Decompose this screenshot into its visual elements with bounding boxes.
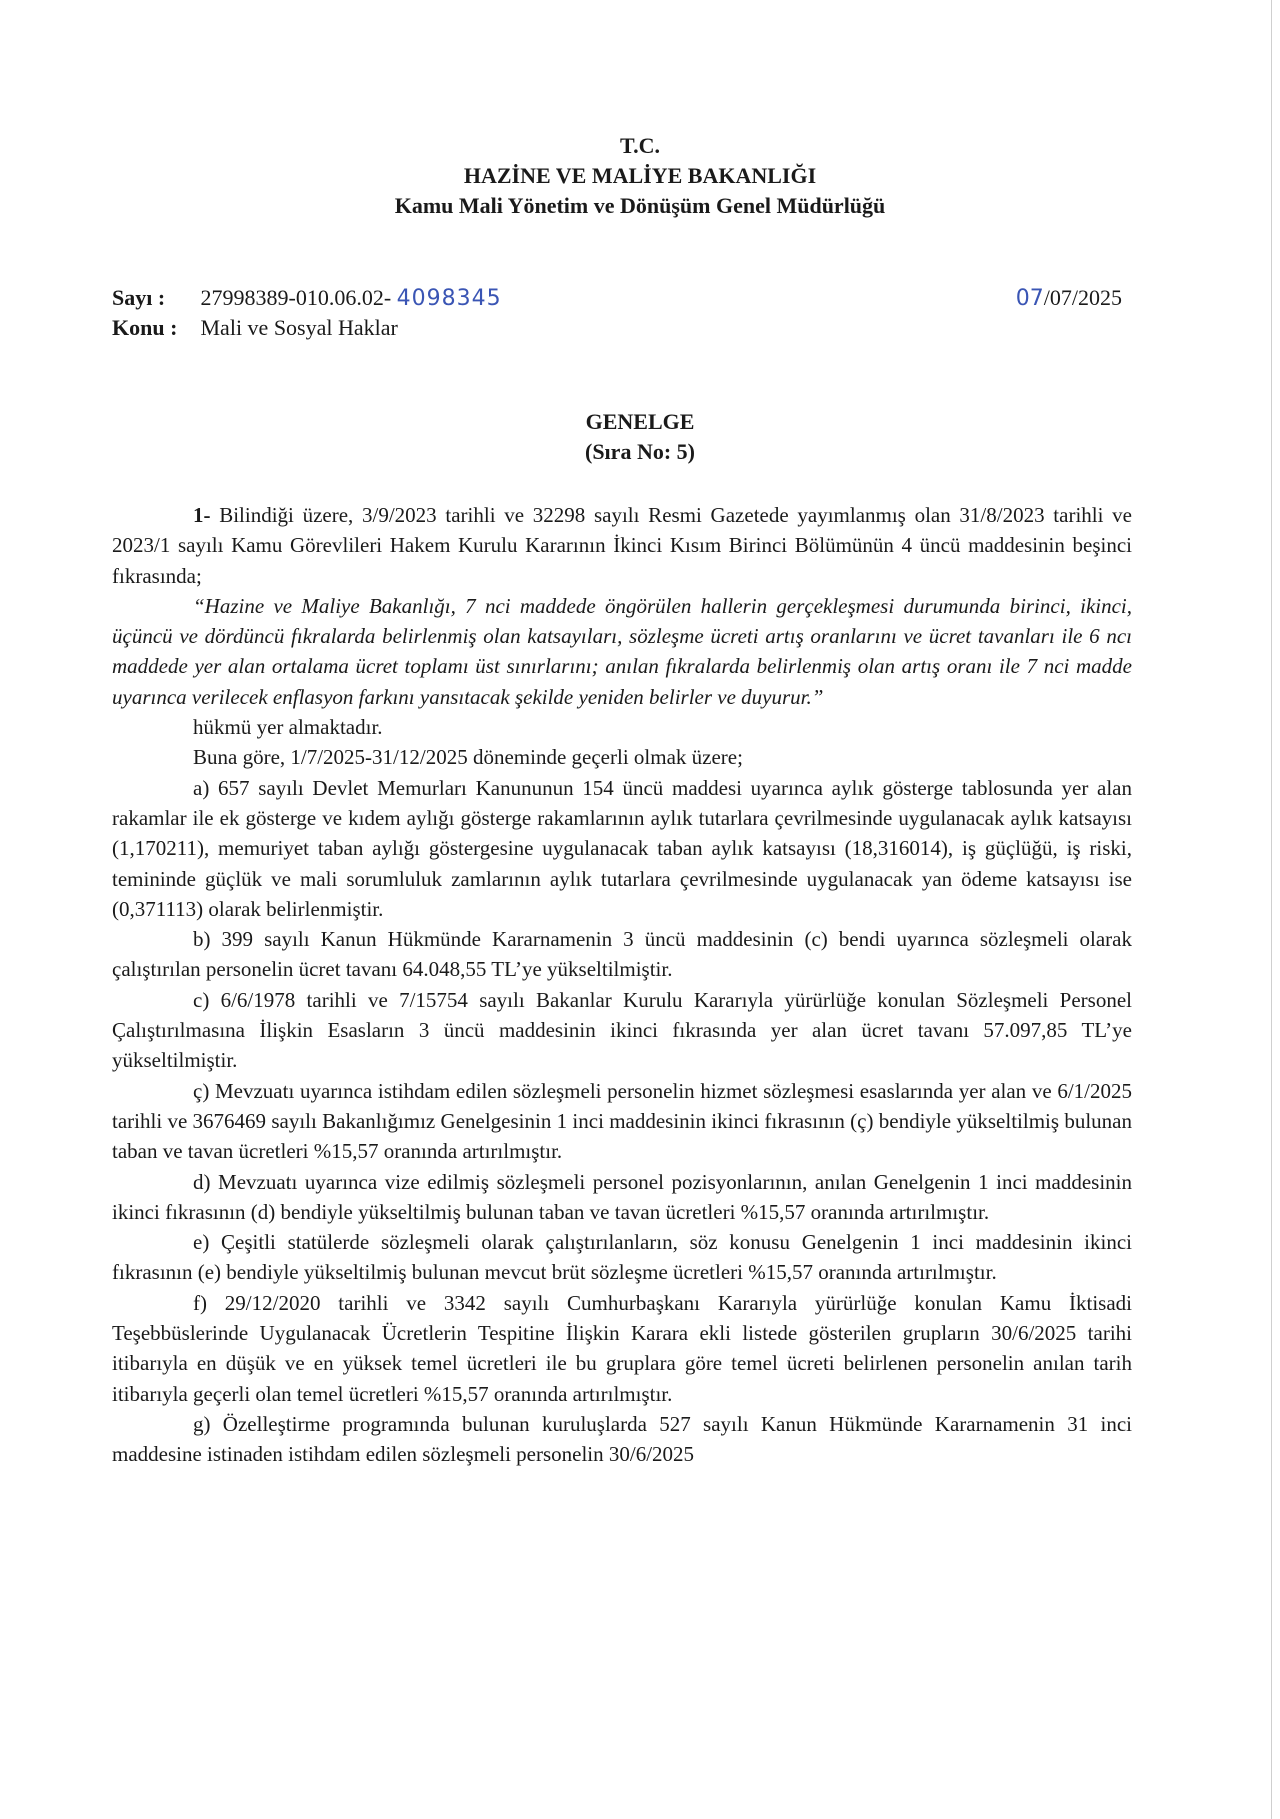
letterhead xyxy=(0,131,1280,221)
document-body xyxy=(112,500,1132,1470)
konu-row xyxy=(112,313,1122,343)
header-directorate: Kamu Mali Yönetim ve Dönüşüm Genel Müdürlüğü xyxy=(394,193,886,218)
date-month-year: /07/2025 xyxy=(1043,285,1122,310)
paragraph-1-text: Bilindiği üzere, 3/9/2023 tarihli ve 32298 sayılı Resmi Gazetede yayımlanmış olan 31/8/2023 tarihli ve 2023/1 sayılı Kamu Görevlileri Hakem Kurulu Kararının İkinci Kısım Birinci Bölümünün 4 üncü maddesinin beşinci fıkrasında; xyxy=(112,503,1132,588)
title-genelge: GENELGE xyxy=(585,409,695,434)
paragraph-hukmu: hükmü yer almaktadır. xyxy=(193,715,383,740)
paragraph-1 xyxy=(112,500,1132,591)
paragraph-buna-gore: Buna göre, 1/7/2025-31/12/2025 döneminde geçerli olmak üzere; xyxy=(193,745,743,770)
page-edge xyxy=(1271,0,1272,1819)
item-cc: ç) Mevzuatı uyarınca istihdam edilen sözleşmeli personelin hizmet sözleşmesi esaslarında yer alan ve 6/1/2025 tarihli ve 3676469 sayılı Bakanlığımız Genelgesinin 1 inci maddesinin ikinci fıkrasının (ç) bendiyle yükseltilmiş bulunan taban ve tavan ücretleri %15,57 oranında artırılmıştır. xyxy=(112,1078,1132,1164)
paragraph-1-number: 1- xyxy=(193,503,211,527)
sayi-label: Sayı : xyxy=(112,285,166,310)
item-f: f) 29/12/2020 tarihli ve 3342 sayılı Cumhurbaşkanı Kararıyla yürürlüğe konulan Kamu İktisadi Teşebbüslerinde Uygulanacak Ücretlerin Tespitine İlişkin Karara ekli listede gösterilen grupların 30/6/2025 tarihi itibarıyla en düşük ve en yüksek temel ücretleri ile bu gruplara göre temel ücreti belirlenen personelin anılan tarih itibarıyla geçerli olan temel ücretleri %15,57 oranında artırılmıştır. xyxy=(112,1290,1132,1406)
item-c: c) 6/6/1978 tarihli ve 7/15754 sayılı Bakanlar Kurulu Kararıyla yürürlüğe konulan Sözleşmeli Personel Çalıştırılmasına İlişkin Esasların 3 üncü maddesinin ikinci fıkrasında yer alan ücret tavanı 57.097,85 TL’ye yükseltilmiştir. xyxy=(112,987,1132,1073)
header-ministry: HAZİNE VE MALİYE BAKANLIĞI xyxy=(463,163,817,188)
sayi-handwritten-number: 4098345 xyxy=(396,286,502,311)
quoted-provision: “Hazine ve Maliye Bakanlığı, 7 nci maddede öngörülen hallerin gerçekleşmesi durumunda birinci, ikinci, üçüncü ve dördüncü fıkralarda belirlenmiş olan katsayıları, sözleşme ücreti artış oranlarını ve ücret tavanları ile 6 ncı maddede yer alan ortalama ücret toplamı üst sınırlarını; anılan fıkralarda belirlenmiş olan artış oranı ile 7 nci madde uyarınca verilecek enflasyon farkını yansıtacak şekilde yeniden belirler ve duyurur.” xyxy=(112,593,1132,709)
sayi-row xyxy=(112,283,1122,313)
document-meta xyxy=(112,283,1122,343)
header-tc: T.C. xyxy=(620,133,660,158)
item-e: e) Çeşitli statülerde sözleşmeli olarak çalıştırılanların, söz konusu Genelgenin 1 inci maddesinin ikinci fıkrasının (e) bendiyle yükseltilmiş bulunan mevcut brüt sözleşme ücretleri %15,57 oranında artırılmıştır. xyxy=(112,1230,1132,1285)
item-g: g) Özelleştirme programında bulunan kuruluşlarda 527 sayılı Kanun Hükmünde Kararnamenin 31 inci maddesine istinaden istihdam edilen sözleşmeli personelin 30/6/2025 xyxy=(112,1411,1132,1467)
item-a: a) 657 sayılı Devlet Memurları Kanununun 154 üncü maddesi uyarınca aylık gösterge tablosunda yer alan rakamlar ile ek gösterge ve kıdem aylığı gösterge rakamlarının aylık tutarlara çevrilmesinde uygulanacak aylık katsayısı (1,170211), memuriyet taban aylığı göstergesine uygulanacak taban aylık katsayısı (18,316014), iş güçlüğü, iş riski, temininde güçlük ve mali sorumluluk zamlarının aylık tutarlara çevrilmesinde uygulanacak yan ödeme katsayısı ise (0,371113) olarak belirlenmiştir. xyxy=(112,775,1132,921)
item-d: d) Mevzuatı uyarınca vize edilmiş sözleşmeli personel pozisyonlarının, anılan Genelgenin 1 inci maddesinin ikinci fıkrasının (d) bendiyle yükseltilmiş bulunan taban ve tavan ücretleri %15,57 oranında artırılmıştır. xyxy=(112,1169,1132,1224)
document-title xyxy=(0,407,1280,467)
item-b: b) 399 sayılı Kanun Hükmünde Kararnamenin 3 üncü maddesinin (c) bendi uyarınca sözleşmeli olarak çalıştırılan personelin ücret tavanı 64.048,55 TL’ye yükseltilmiştir. xyxy=(112,927,1132,982)
sayi-value: 27998389-010.06.02- xyxy=(200,285,392,310)
document-date xyxy=(1016,283,1122,314)
konu-value: Mali ve Sosyal Haklar xyxy=(200,315,398,340)
date-handwritten-day: 07 xyxy=(1015,286,1044,311)
konu-label: Konu : xyxy=(112,315,178,340)
title-sira-no: (Sıra No: 5) xyxy=(585,439,695,464)
